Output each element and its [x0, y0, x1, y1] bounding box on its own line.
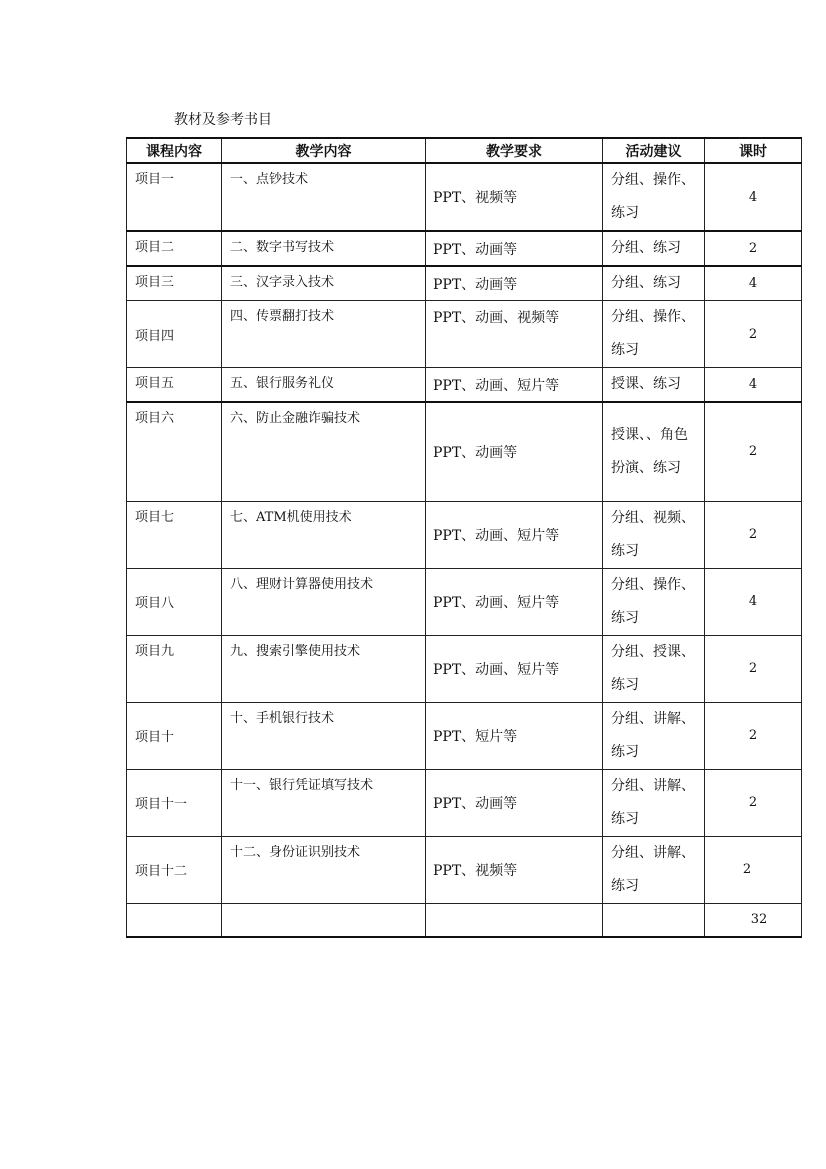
col-header-course: 课程内容	[127, 138, 222, 163]
project-cell: 项目四	[127, 301, 222, 368]
table-row	[127, 402, 802, 501]
total-row	[127, 903, 802, 937]
requirement-cell: PPT、动画等	[426, 769, 603, 836]
project-cell: 项目七	[127, 501, 222, 568]
col-header-hours: 课时	[705, 138, 802, 163]
project-cell: 项目十	[127, 702, 222, 769]
requirement-cell: PPT、动画、短片等	[426, 635, 603, 702]
requirement-cell: PPT、动画等	[426, 266, 603, 301]
hours-cell: 4	[705, 368, 802, 403]
requirement-cell: PPT、视频等	[426, 836, 603, 903]
project-cell: 项目六	[127, 402, 222, 501]
requirement-cell: PPT、短片等	[426, 702, 603, 769]
hours-cell: 4	[705, 266, 802, 301]
content-cell: 八、理财计算器使用技术	[222, 568, 426, 635]
activity-cell: 授课、练习	[603, 368, 705, 403]
requirement-cell: PPT、动画、短片等	[426, 501, 603, 568]
project-cell: 项目八	[127, 568, 222, 635]
col-header-requirement: 教学要求	[426, 138, 603, 163]
hours-cell: 2	[705, 635, 802, 702]
content-cell: 一、点钞技术	[222, 163, 426, 231]
activity-cell: 分组、讲解、练习	[603, 702, 705, 769]
activity-cell: 分组、操作、练习	[603, 301, 705, 368]
requirement-cell: PPT、动画、短片等	[426, 368, 603, 403]
hours-cell: 4	[705, 568, 802, 635]
hours-cell: 2	[705, 501, 802, 568]
empty-cell	[426, 903, 603, 937]
table-row	[127, 836, 802, 903]
table-row	[127, 769, 802, 836]
col-header-content: 教学内容	[222, 138, 426, 163]
hours-cell: 2	[705, 301, 802, 368]
project-cell: 项目九	[127, 635, 222, 702]
empty-cell	[127, 903, 222, 937]
content-cell: 九、搜索引擎使用技术	[222, 635, 426, 702]
hours-cell: 2	[705, 769, 802, 836]
project-cell: 项目二	[127, 231, 222, 266]
content-cell: 十二、身份证识别技术	[222, 836, 426, 903]
content-cell: 五、银行服务礼仪	[222, 368, 426, 403]
section-heading: 教材及参考书目	[174, 112, 272, 128]
content-cell: 四、传票翻打技术	[222, 301, 426, 368]
content-cell: 三、汉字录入技术	[222, 266, 426, 301]
table-row	[127, 568, 802, 635]
total-hours-cell: 32	[705, 903, 802, 937]
requirement-cell: PPT、动画等	[426, 231, 603, 266]
content-cell: 二、数字书写技术	[222, 231, 426, 266]
activity-cell: 授课、、角色扮演、练习	[603, 402, 705, 501]
requirement-cell: PPT、视频等	[426, 163, 603, 231]
project-cell: 项目三	[127, 266, 222, 301]
content-cell: 十、手机银行技术	[222, 702, 426, 769]
content-cell: 六、防止金融诈骗技术	[222, 402, 426, 501]
table-header-row	[127, 138, 802, 163]
col-header-activity: 活动建议	[603, 138, 705, 163]
table-row	[127, 368, 802, 403]
content-cell: 七、ATM机使用技术	[222, 501, 426, 568]
activity-cell: 分组、操作、练习	[603, 568, 705, 635]
requirement-cell: PPT、动画、短片等	[426, 568, 603, 635]
project-cell: 项目五	[127, 368, 222, 403]
activity-cell: 分组、操作、练习	[603, 163, 705, 231]
activity-cell: 分组、练习	[603, 266, 705, 301]
hours-cell: 2	[705, 702, 802, 769]
project-cell: 项目十二	[127, 836, 222, 903]
content-cell: 十一、银行凭证填写技术	[222, 769, 426, 836]
activity-cell: 分组、讲解、练习	[603, 836, 705, 903]
course-table	[126, 137, 802, 938]
activity-cell: 分组、讲解、练习	[603, 769, 705, 836]
empty-cell	[603, 903, 705, 937]
project-cell: 项目一	[127, 163, 222, 231]
table-row	[127, 163, 802, 231]
table-row	[127, 231, 802, 266]
activity-cell: 分组、视频、练习	[603, 501, 705, 568]
hours-cell: 4	[705, 163, 802, 231]
requirement-cell: PPT、动画等	[426, 402, 603, 501]
hours-cell: 2	[705, 231, 802, 266]
table-row	[127, 301, 802, 368]
table-row	[127, 266, 802, 301]
activity-cell: 分组、授课、练习	[603, 635, 705, 702]
empty-cell	[222, 903, 426, 937]
table-row	[127, 702, 802, 769]
requirement-cell: PPT、动画、视频等	[426, 301, 603, 368]
project-cell: 项目十一	[127, 769, 222, 836]
table-row	[127, 501, 802, 568]
activity-cell: 分组、练习	[603, 231, 705, 266]
table-row	[127, 635, 802, 702]
hours-cell: 2	[705, 836, 802, 903]
hours-cell: 2	[705, 402, 802, 501]
